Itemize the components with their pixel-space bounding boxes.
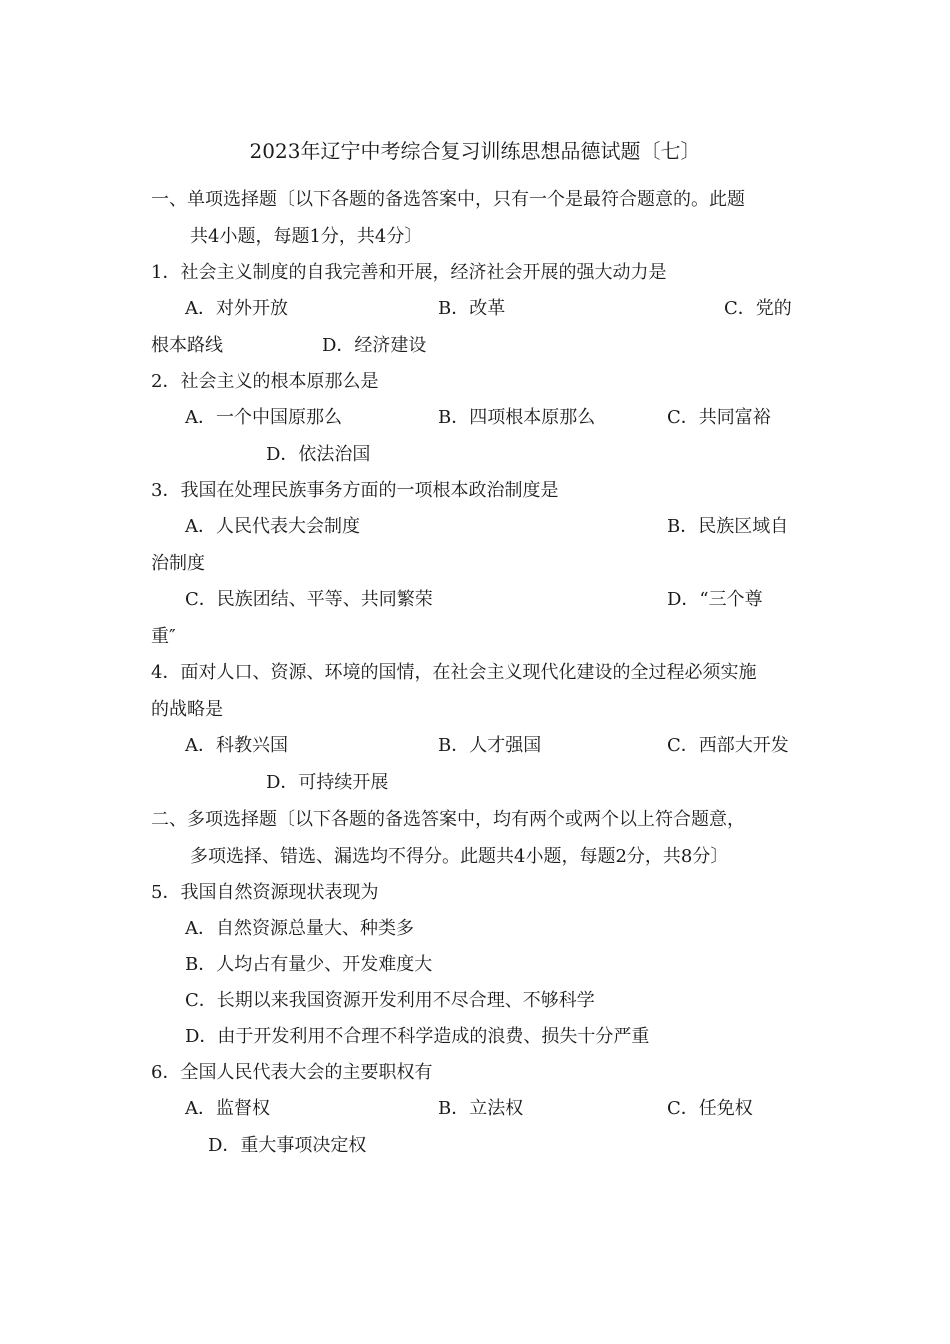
question-3-option-b: B．民族区域自 <box>667 516 789 537</box>
question-4-stem-line1: 4．面对人口、资源、环境的国情，在社会主义现代化建设的全过程必须实施 <box>151 662 757 683</box>
question-3-option-d-continued: 重″ <box>151 626 176 647</box>
question-6-option-a: A．监督权 <box>185 1098 270 1119</box>
question-1-option-a: A．对外开放 <box>185 298 288 319</box>
question-4-stem-line2: 的战略是 <box>151 699 223 720</box>
question-2-stem: 2．社会主义的根本原那么是 <box>151 371 379 392</box>
question-3-stem: 3．我国在处理民族事务方面的一项根本政治制度是 <box>151 480 559 501</box>
question-4-option-d: D．可持续开展 <box>266 772 389 793</box>
question-2-option-b: B．四项根本原那么 <box>438 407 596 428</box>
question-1-option-b: B．改革 <box>438 298 506 319</box>
question-2-option-a: A．一个中国原那么 <box>185 407 342 428</box>
question-5-option-b: B．人均占有量少、开发难度大 <box>185 954 433 975</box>
question-4-option-b: B．人才强国 <box>438 735 542 756</box>
question-5-option-c: C．长期以来我国资源开发利用不尽合理、不够科学 <box>185 990 595 1011</box>
question-2-option-c: C．共同富裕 <box>667 407 771 428</box>
section1-heading-line1: 一、单项选择题〔以下各题的备选答案中，只有一个是最符合题意的。此题 <box>151 189 745 210</box>
section1-heading-line2: 共4小题，每题1分，共4分〕 <box>190 226 423 247</box>
question-1-stem: 1．社会主义制度的自我完善和开展，经济社会开展的强大动力是 <box>151 262 667 283</box>
question-1-option-c: C．党的 <box>724 298 792 319</box>
question-3-option-c: C．民族团结、平等、共同繁荣 <box>185 589 433 610</box>
question-4-option-a: A．科教兴国 <box>185 735 288 756</box>
question-6-option-c: C．任免权 <box>667 1098 753 1119</box>
question-5-stem: 5．我国自然资源现状表现为 <box>151 882 379 903</box>
question-6-stem: 6．全国人民代表大会的主要职权有 <box>151 1062 433 1083</box>
question-1-option-c-continued: 根本路线 <box>151 335 223 356</box>
question-6-option-d: D．重大事项决定权 <box>208 1135 367 1156</box>
question-5-option-a: A．自然资源总量大、种类多 <box>185 918 414 939</box>
page-title: 2023年辽宁中考综合复习训练思想品德试题〔七〕 <box>249 139 701 163</box>
question-3-option-d: D．“三个尊 <box>667 589 763 610</box>
question-1-option-d: D．经济建设 <box>322 335 427 356</box>
section2-heading-line1: 二、多项选择题〔以下各题的备选答案中，均有两个或两个以上符合题意， <box>151 809 745 830</box>
question-2-option-d: D．依法治国 <box>266 444 371 465</box>
question-4-option-c: C．西部大开发 <box>667 735 789 756</box>
question-3-option-b-continued: 治制度 <box>151 553 205 574</box>
question-6-option-b: B．立法权 <box>438 1098 524 1119</box>
question-3-option-a: A．人民代表大会制度 <box>185 516 360 537</box>
section2-heading-line2: 多项选择、错选、漏选均不得分。此题共4小题，每题2分，共8分〕 <box>190 846 729 867</box>
question-5-option-d: D．由于开发利用不合理不科学造成的浪费、损失十分严重 <box>185 1026 650 1047</box>
